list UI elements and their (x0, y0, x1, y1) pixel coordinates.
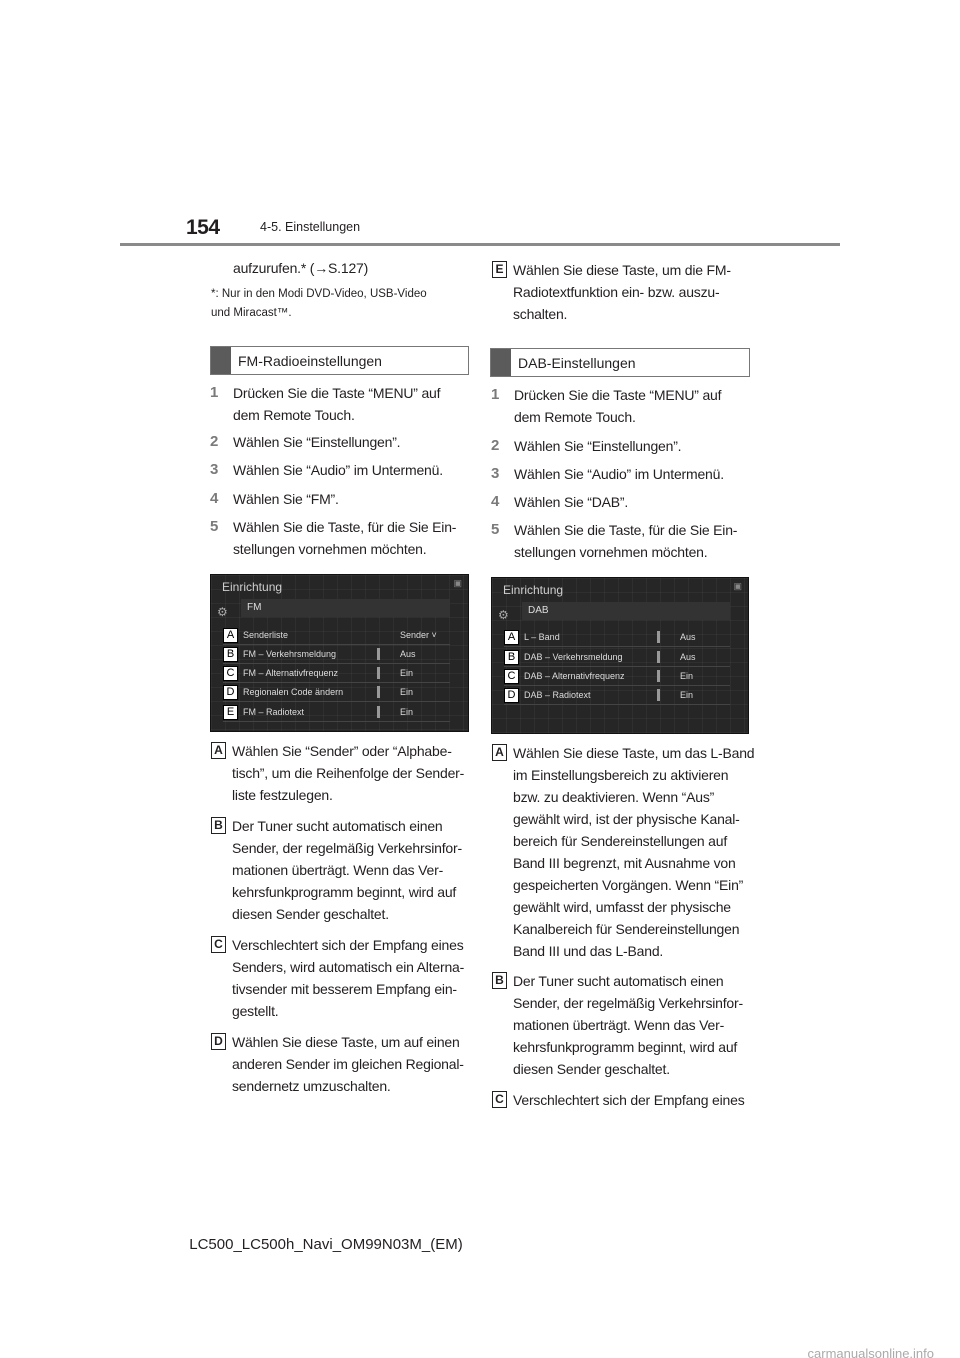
item-text: Der Tuner sucht automatisch einen Sender, der regelmäßig Verkehrsinfor- mationen überträgt. Wenn das Ver- kehrsfunkprogramm beginnt, wird auf diesen Sender geschaltet. (232, 818, 462, 922)
step-text: Wählen Sie “FM”. (233, 491, 339, 507)
step-text: Drücken Sie die Taste “MENU” auf dem Remote Touch. (233, 385, 441, 423)
signal-icon: ▣ (733, 581, 742, 591)
row-name: FM – Alternativfrequenz (243, 668, 339, 678)
row-divider (657, 651, 660, 663)
item-text: Verschlechtert sich der Empfang eines (513, 1092, 745, 1108)
letter-badge: A (211, 742, 226, 759)
letter-badge: A (492, 744, 507, 761)
step-number: 1 (210, 384, 219, 401)
row-letter: B (504, 650, 519, 665)
letter-badge: D (211, 1033, 226, 1050)
legend-item (211, 740, 464, 806)
step-number: 4 (491, 493, 500, 510)
row-divider (377, 706, 380, 718)
screen-row (223, 664, 450, 683)
legend-item (492, 1089, 745, 1111)
legend-item (211, 815, 462, 925)
row-name: L – Band (524, 632, 560, 642)
row-letter: E (223, 705, 238, 720)
row-divider (657, 670, 660, 682)
signal-icon: ▣ (453, 578, 462, 588)
item-text: Der Tuner sucht automatisch einen Sender, der regelmäßig Verkehrsinfor- mationen überträgt. Wenn das Ver- kehrsfunkprogramm beginnt, wird auf diesen Sender geschaltet. (513, 973, 743, 1077)
fm-settings-screenshot (210, 574, 469, 732)
row-letter: C (223, 666, 238, 681)
legend-item (492, 970, 743, 1080)
step-text: Wählen Sie die Taste, für die Sie Ein- stellungen vornehmen möchten. (233, 519, 457, 557)
item-text: Wählen Sie diese Taste, um die FM- Radiotextfunktion ein- bzw. auszu- schalten. (513, 262, 731, 322)
heading-bar (211, 347, 231, 374)
step (210, 488, 339, 510)
row-value: Ein (680, 671, 694, 681)
heading-label: FM-Radioeinstellungen (238, 352, 382, 369)
row-name: DAB – Verkehrsmeldung (524, 652, 623, 662)
step-number: 5 (491, 521, 500, 538)
screen-row (223, 626, 450, 645)
row-name: DAB – Alternativfrequenz (524, 671, 625, 681)
screen-subtitle: FM (241, 599, 450, 617)
heading-label: DAB-Einstellungen (518, 354, 636, 371)
row-value: Sender ˅ (400, 630, 437, 640)
heading-bar (491, 349, 511, 376)
row-divider (377, 648, 380, 660)
row-letter: D (504, 688, 519, 703)
row-value: Ein (400, 668, 414, 678)
row-value: Ein (400, 687, 414, 697)
letter-badge: B (211, 817, 226, 834)
row-letter: B (223, 647, 238, 662)
step-text: Wählen Sie “Audio” im Untermenü. (233, 462, 443, 478)
legend-item (492, 259, 731, 325)
step (491, 463, 724, 485)
row-divider (657, 631, 660, 643)
legend-item (211, 934, 464, 1022)
row-letter: A (504, 630, 519, 645)
screen-row (504, 667, 730, 686)
row-name: FM – Verkehrsmeldung (243, 649, 337, 659)
row-name: Senderliste (243, 630, 289, 640)
row-divider (377, 686, 380, 698)
screen-subtitle: DAB (522, 602, 730, 620)
screen-row (223, 683, 450, 702)
step-number: 2 (491, 437, 500, 454)
section-title: 4-5. Einstellungen (260, 220, 361, 234)
continued-text: aufzurufen.* (→S.127) (233, 260, 369, 276)
row-value: Ein (400, 707, 414, 717)
step-text: Drücken Sie die Taste “MENU” auf dem Remote Touch. (514, 387, 722, 425)
step (491, 491, 628, 513)
row-value: Ein (680, 690, 694, 700)
header-rule (120, 243, 840, 246)
letter-badge: B (492, 972, 507, 989)
step-number: 3 (491, 465, 500, 482)
gear-icon: ⚙ (217, 605, 228, 619)
row-letter: A (223, 628, 238, 643)
step (491, 519, 737, 563)
footer-doc-id: LC500_LC500h_Navi_OM99N03M_(EM) (189, 1236, 463, 1253)
step-number: 3 (210, 461, 219, 478)
letter-badge: E (492, 261, 507, 278)
screen-row (223, 703, 450, 722)
step-number: 1 (491, 386, 500, 403)
step-number: 5 (210, 518, 219, 535)
gear-icon: ⚙ (498, 608, 509, 622)
legend-item (492, 742, 754, 962)
letter-badge: C (211, 936, 226, 953)
item-text: Wählen Sie diese Taste, um auf einen anderen Sender im gleichen Regional- sendernetz umzuschalten. (232, 1034, 464, 1094)
screen-row (504, 628, 730, 647)
step-text: Wählen Sie “Einstellungen”. (233, 434, 401, 450)
row-value: Aus (680, 632, 696, 642)
item-text: Verschlechtert sich der Empfang eines Senders, wird automatisch ein Alterna- tivsender mit besserem Empfang ein- gestellt. (232, 937, 465, 1019)
dab-settings-screenshot (491, 577, 749, 734)
legend-item (211, 1031, 464, 1097)
step-text: Wählen Sie “Audio” im Untermenü. (514, 466, 724, 482)
step (210, 382, 440, 426)
step (210, 459, 443, 481)
screen-row (504, 648, 730, 667)
item-text: Wählen Sie diese Taste, um das L-Band im Einstellungsbereich zu aktivieren bzw. zu deaktivieren. Wenn “Aus” gewählt wird, ist der physische Kanal- bereich für Sendereinstellungen auf Band III begrenzt, mit Ausnahme von gespeicherten Vorgängen. Wenn “Ein” gewählt wird, umfasst der physische Kanalbereich für Sendereinstellungen Band III und das L-Band. (513, 745, 755, 959)
row-letter: D (223, 685, 238, 700)
row-divider (657, 689, 660, 701)
row-name: Regionalen Code ändern (243, 687, 344, 697)
page-number: 154 (186, 216, 220, 239)
step-number: 2 (210, 433, 219, 450)
item-text: Wählen Sie “Sender” oder “Alphabe- tisch”, um die Reihenfolge der Sender- liste festzulegen. (232, 743, 465, 803)
watermark: carmanualsonline.info (807, 1346, 934, 1358)
row-name: DAB – Radiotext (524, 690, 591, 700)
step-text: Wählen Sie die Taste, für die Sie Ein- stellungen vornehmen möchten. (514, 522, 738, 560)
screen-title: Einrichtung (222, 580, 283, 594)
row-value: Aus (680, 652, 696, 662)
step-text: Wählen Sie “DAB”. (514, 494, 629, 510)
step (210, 431, 400, 453)
row-letter: C (504, 669, 519, 684)
screen-row (223, 645, 450, 664)
step-number: 4 (210, 490, 219, 507)
row-divider (377, 667, 380, 679)
step (491, 435, 681, 457)
step (210, 516, 456, 560)
step (491, 384, 721, 428)
row-name: FM – Radiotext (243, 707, 305, 717)
footnote: *: Nur in den Modi DVD-Video, USB-Video und Miracast™. (211, 288, 427, 319)
fm-heading (210, 346, 469, 375)
dab-heading (490, 348, 750, 377)
step-text: Wählen Sie “Einstellungen”. (514, 438, 682, 454)
screen-title: Einrichtung (503, 583, 564, 597)
screen-row (504, 686, 730, 705)
letter-badge: C (492, 1091, 507, 1108)
row-value: Aus (400, 649, 416, 659)
